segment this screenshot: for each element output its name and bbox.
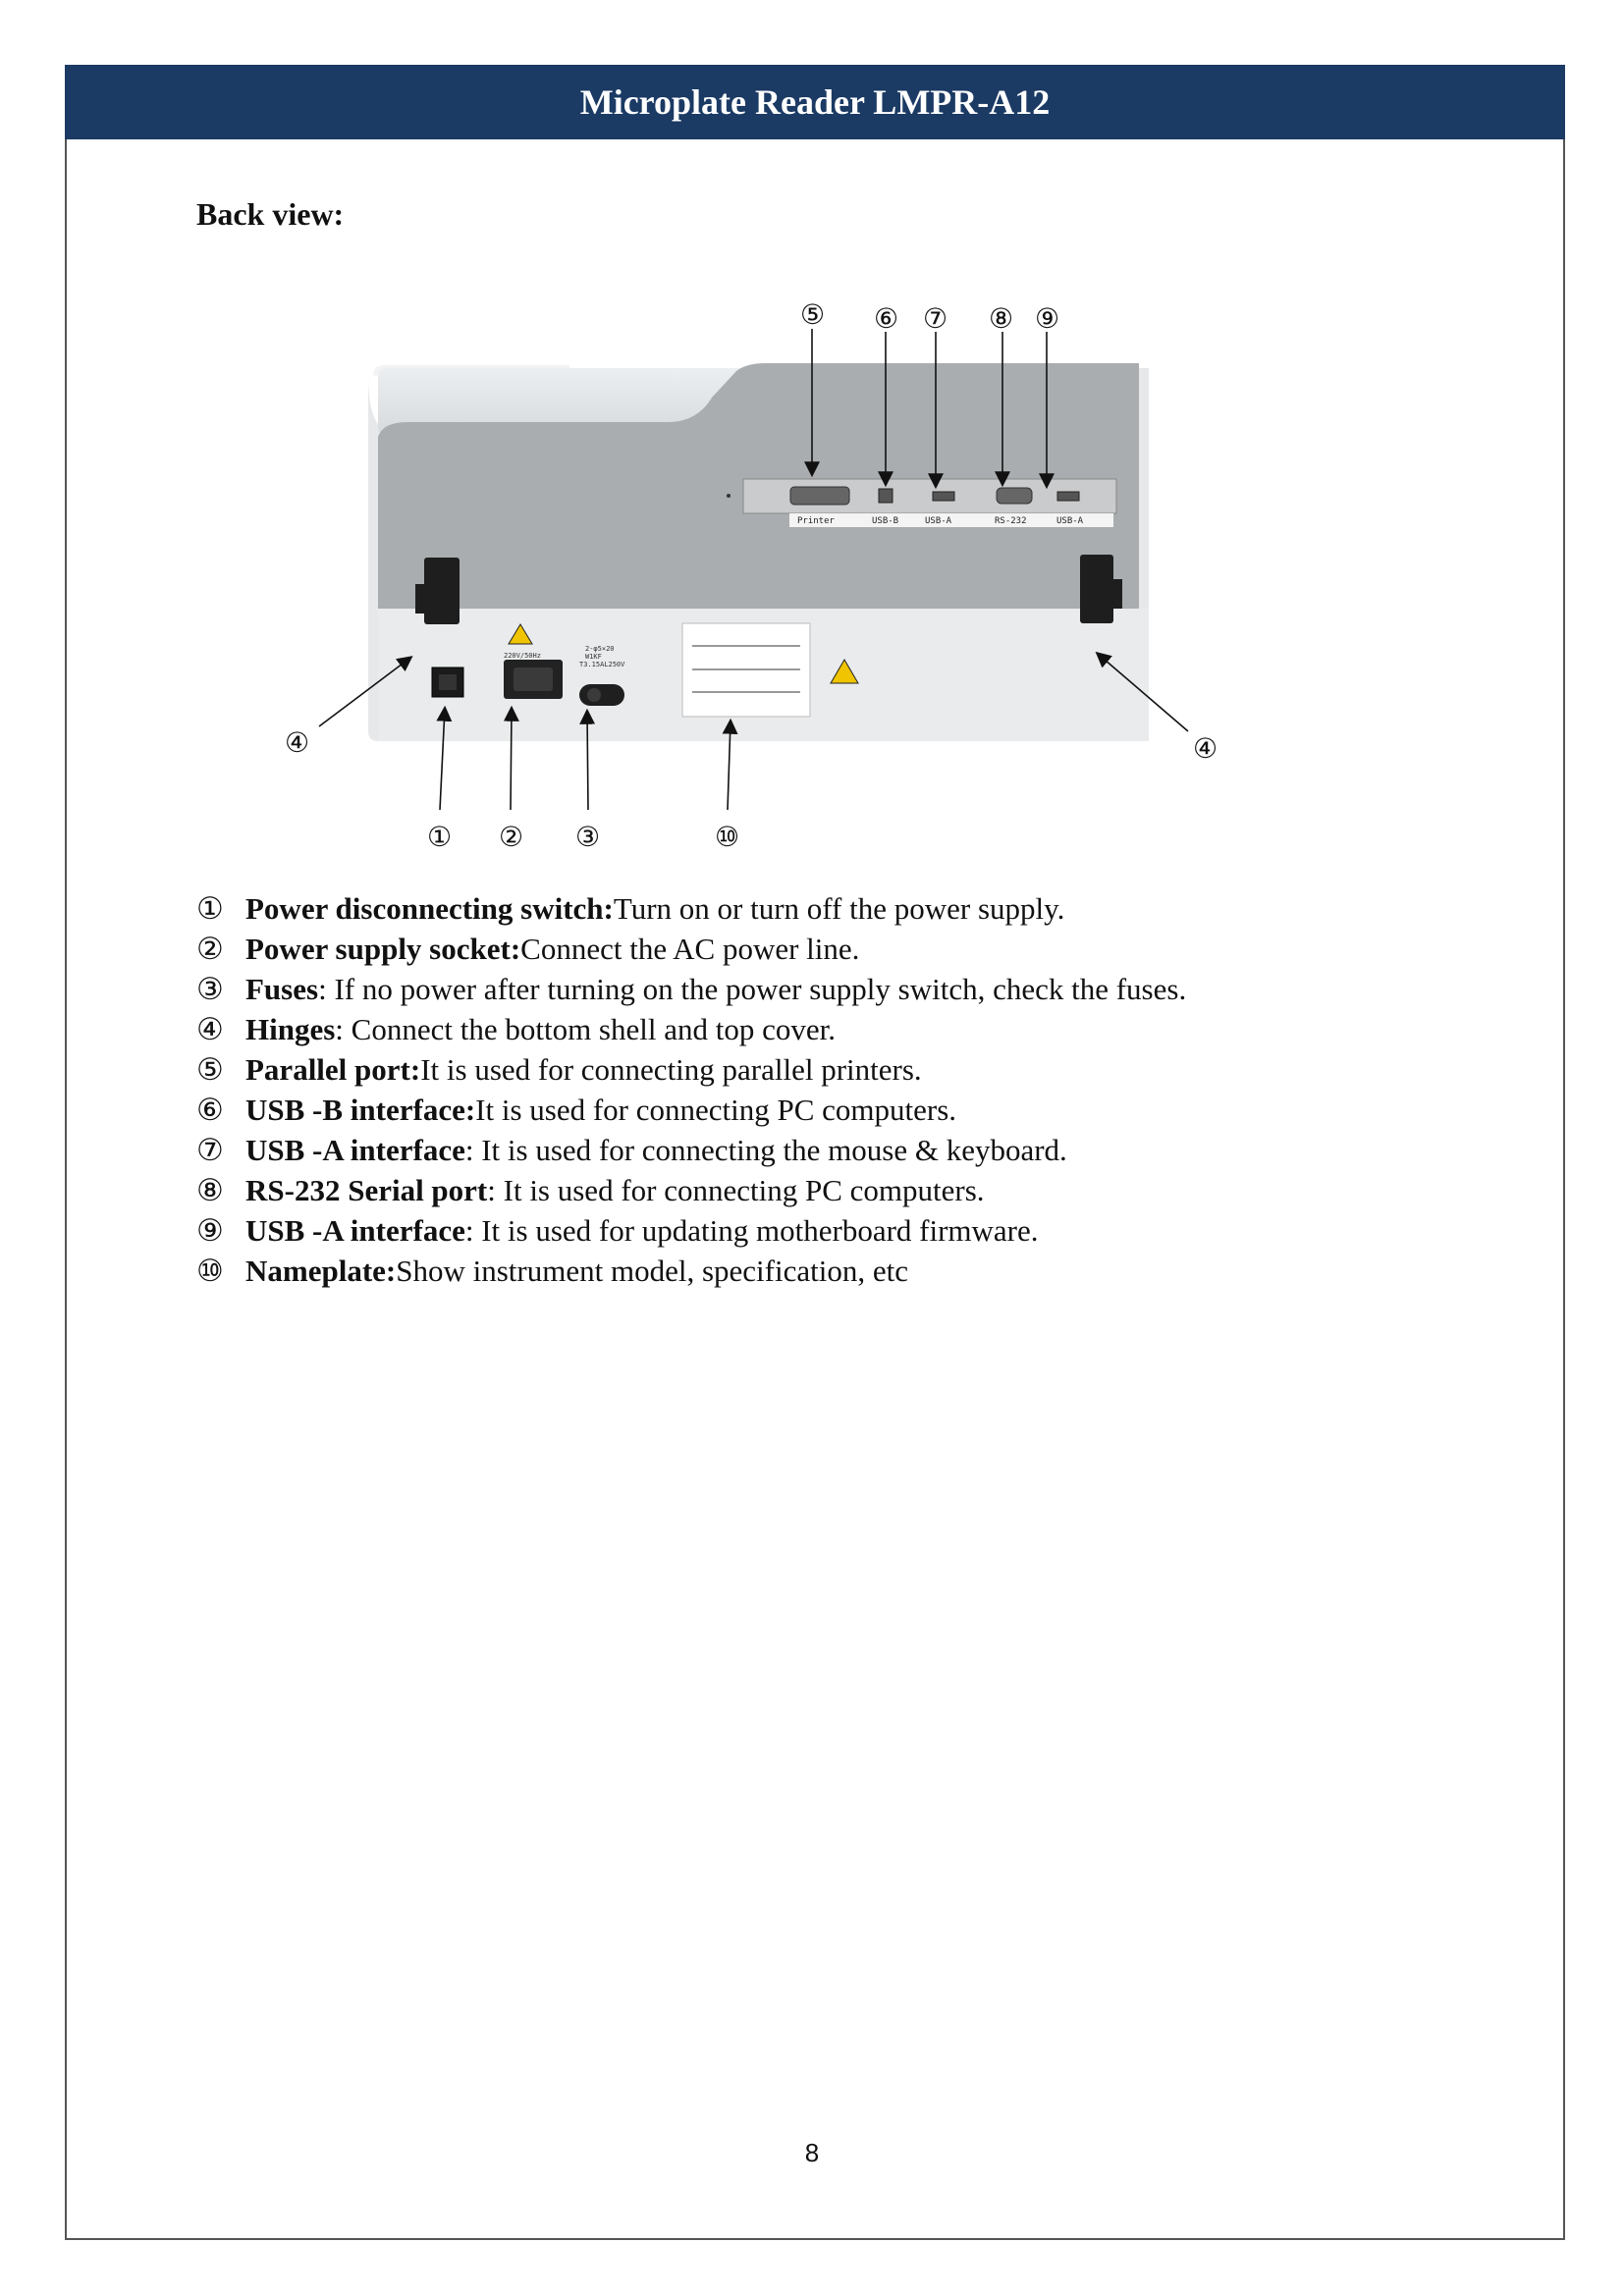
port-label-printer: Printer	[797, 516, 835, 526]
item-term: USB -B interface:	[245, 1093, 476, 1127]
callout-1: ①	[427, 821, 453, 853]
callout-5: ⑤	[800, 298, 826, 331]
list-item	[196, 888, 1186, 929]
callout-3: ③	[575, 821, 601, 853]
hinge-right	[1080, 555, 1113, 623]
page-header	[65, 65, 1565, 139]
list-item	[196, 1009, 1186, 1049]
item-term: USB -A interface	[245, 1133, 465, 1167]
list-item	[196, 1210, 1186, 1251]
item-term: Hinges	[245, 1012, 336, 1046]
port-label-rs232: RS-232	[995, 516, 1027, 526]
item-number: ②	[196, 932, 224, 966]
item-description: Connect the AC power line.	[520, 932, 860, 966]
fuse-holder	[579, 684, 624, 706]
power-label: 220V/50Hz	[504, 652, 541, 660]
item-number: ④	[196, 1012, 224, 1046]
item-number: ③	[196, 972, 224, 1006]
list-item	[196, 929, 1186, 969]
item-number: ⑦	[196, 1133, 224, 1167]
hinge-left	[424, 558, 460, 624]
list-item	[196, 1251, 1186, 1291]
callout-2: ②	[499, 821, 524, 853]
item-number: ⑤	[196, 1052, 224, 1087]
item-description: : It is used for connecting PC computers.	[487, 1173, 985, 1207]
item-term: Power disconnecting switch:	[245, 891, 614, 926]
item-number: ⑥	[196, 1093, 224, 1127]
callout-4-right: ④	[1193, 732, 1218, 765]
section-title: Back view:	[196, 196, 345, 232]
list-item	[196, 969, 1186, 1009]
item-description: : Connect the bottom shell and top cover.	[335, 1012, 836, 1046]
item-term: Fuses	[245, 972, 319, 1006]
port-label-usb-a: USB-A	[925, 516, 952, 526]
item-number: ⑩	[196, 1254, 224, 1288]
callout-8: ⑧	[989, 302, 1014, 335]
fuse-label-1: 2-φ5×20	[585, 645, 615, 653]
item-term: USB -A interface	[245, 1213, 465, 1248]
back-view-figure	[275, 285, 1296, 874]
port-label-usb-a-2: USB-A	[1056, 516, 1084, 526]
item-description: : It is used for updating motherboard firmware.	[464, 1213, 1039, 1248]
item-description: : If no power after turning on the power supply switch, check the fuses.	[318, 972, 1187, 1006]
item-term: Power supply socket:	[245, 932, 521, 966]
port-label-usb-b: USB-B	[872, 516, 899, 526]
item-term: RS-232 Serial port	[245, 1173, 488, 1207]
item-number: ⑧	[196, 1173, 224, 1207]
item-description: Turn on or turn off the power supply.	[613, 891, 1065, 926]
callout-7: ⑦	[923, 302, 948, 335]
item-description: It is used for connecting PC computers.	[475, 1093, 957, 1127]
callout-6: ⑥	[874, 302, 899, 335]
callout-9: ⑨	[1035, 302, 1060, 335]
callout-10: ⑩	[715, 821, 740, 853]
component-list	[196, 888, 1186, 1291]
fuse-label-2: T3.15AL250V	[579, 661, 625, 668]
item-term: Parallel port:	[245, 1052, 421, 1087]
callout-4-left: ④	[285, 726, 310, 759]
item-description: Show instrument model, specification, etc	[396, 1254, 908, 1288]
item-term: Nameplate:	[245, 1254, 397, 1288]
list-item	[196, 1049, 1186, 1090]
list-item	[196, 1130, 1186, 1170]
item-number: ①	[196, 891, 224, 926]
item-description: It is used for connecting parallel printers.	[420, 1052, 922, 1087]
list-item	[196, 1090, 1186, 1130]
fuse-label-3: W1KF	[585, 653, 602, 661]
list-item	[196, 1170, 1186, 1210]
item-number: ⑨	[196, 1213, 224, 1248]
item-description: : It is used for connecting the mouse & keyboard.	[464, 1133, 1067, 1167]
page-number: 8	[804, 2138, 820, 2167]
header-title: Microplate Reader LMPR-A12	[579, 82, 1051, 122]
device-illustration	[368, 363, 1149, 741]
